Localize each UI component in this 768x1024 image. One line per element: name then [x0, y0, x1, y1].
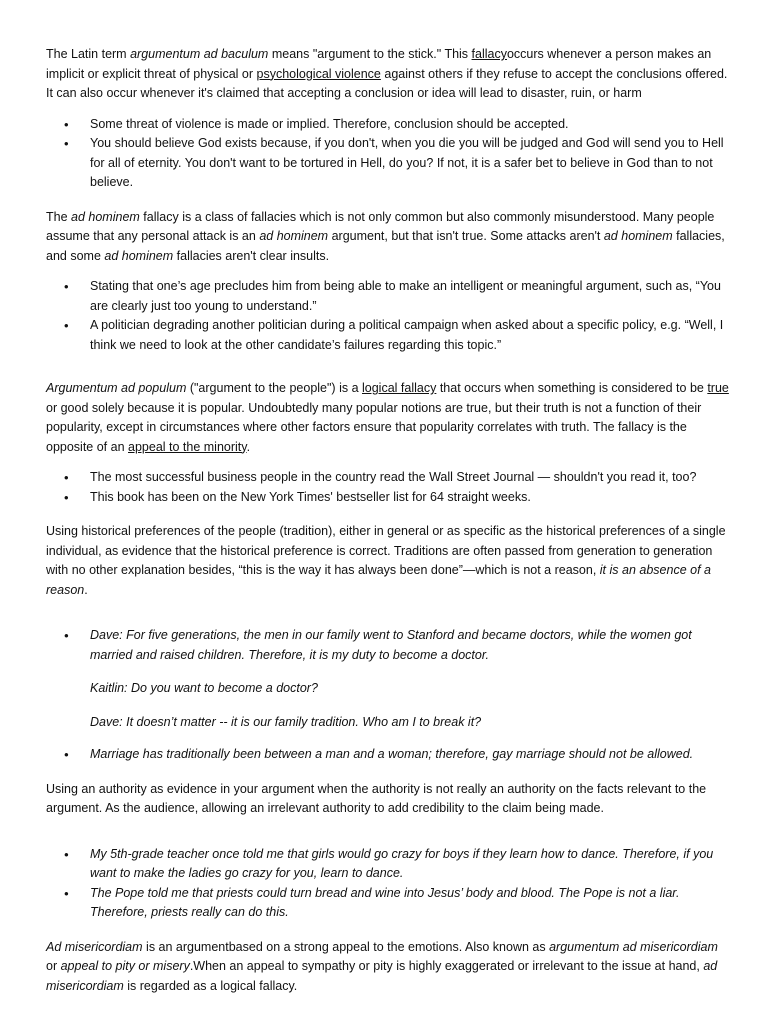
text-run: The — [46, 209, 72, 224]
text-run-italic: ad hominem — [71, 209, 140, 224]
list-item: • You should believe God exists because, if you don't, when you die you will be judged and God will send you to Hell for all of eternity. You don't want to be tortured in Hell, do you? If not, it is a safer bet to believe in God than to not believe. — [90, 134, 730, 193]
list-item: • Marriage has traditionally been between a man and a woman; therefore, gay marriage should not be allowed. — [90, 745, 730, 765]
text-run: fallacy is a class of fallacies which is not only common but also commonly misunderstood. Many people assume that any personal attack is an — [46, 209, 715, 243]
text-run: fallacies, and some — [46, 229, 725, 263]
text-run: that occurs when something is considered to be — [436, 381, 708, 395]
ad-populum-paragraph — [46, 379, 730, 457]
text-run-italic: Argumentum ad populum — [46, 381, 187, 395]
text-run: argument, but that isn't true. Some attacks aren't — [328, 229, 604, 243]
text-run-italic: argumentum ad baculum — [130, 47, 269, 61]
ad-hominem-paragraph — [46, 208, 730, 267]
text-run-italic: it is an absence of a reason — [46, 563, 711, 597]
ad-hominem-examples — [46, 277, 730, 355]
list-item: • The most successful business people in the country read the Wall Street Journal — shouldn't you read it, too? — [90, 468, 730, 488]
text-run-italic: argumentum ad misericordiam — [549, 939, 718, 954]
ad-misericordiam-paragraph — [46, 938, 730, 997]
appeal-to-minority-link[interactable]: appeal to the minority — [128, 439, 247, 454]
list-item: • A politician degrading another politician during a political campaign when asked about a specific policy, e.g. “Well, I think we need to look at the other candidate’s failures regarding this topic.” — [90, 316, 730, 355]
text-run: is an argumentbased on a strong appeal to the emotions. Also known as — [142, 939, 550, 954]
kaitlin-line: Kaitlin: Do you want to become a doctor? — [90, 681, 318, 695]
tradition-paragraph — [46, 522, 730, 600]
text-run: Using historical preferences of the people (tradition), either in general or as specific as the historical preferences of a single individual, as evidence that the historical preference is correct. Traditions are often passed from generation to generation with no other explanation besides, “this is the way it has always been done”—which is not a reason, — [46, 524, 726, 577]
ad-baculum-examples — [46, 115, 730, 193]
dave-line-2: Dave: It doesn’t matter -- it is our family tradition. Who am I to break it? — [90, 714, 482, 729]
ad-populum-examples — [46, 468, 730, 507]
list-item: • Some threat of violence is made or implied. Therefore, conclusion should be accepted. — [90, 115, 730, 135]
text-run: . — [84, 582, 88, 597]
tradition-examples — [46, 626, 730, 765]
list-item: • This book has been on the New York Times' bestseller list for 64 straight weeks. — [90, 488, 730, 508]
true-link[interactable]: true — [707, 381, 729, 395]
list-item — [90, 626, 730, 732]
ad-baculum-paragraph — [46, 45, 730, 104]
text-run-italic: ad hominem — [104, 248, 174, 263]
text-run: ("argument to the people") is a — [186, 381, 362, 395]
text-run: is regarded as a logical fallacy. — [123, 978, 298, 993]
text-run: or good solely because it is popular. Undoubtedly many popular notions are true, but their truth is not a function of their popularity, except in circumstances where other factors ensure that popularity correlates with truth. The fallacy is the opposite of an — [46, 400, 702, 454]
text-run-italic: Ad misericordiam — [46, 939, 143, 954]
list-item: • The Pope told me that priests could turn bread and wine into Jesus’ body and blood. The Pope is not a liar. Therefore, priests really can do this. — [90, 884, 730, 923]
dave-line-1: Dave: For five generations, the men in our family went to Stanford and became doctors, while the women got married and raised children. Therefore, it is my duty to become a doctor. — [90, 628, 692, 662]
text-run: .When an appeal to sympathy or pity is highly exaggerated or irrelevant to the issue at hand, — [189, 959, 704, 973]
logical-fallacy-link[interactable]: logical fallacy — [362, 381, 437, 395]
fallacy-link[interactable]: fallacy — [471, 47, 507, 61]
text-run-italic: ad hominem — [259, 229, 329, 243]
text-run: means "argument to the stick." This — [268, 47, 472, 61]
authority-examples — [46, 845, 730, 923]
psychological-violence-link[interactable]: psychological violence — [256, 66, 381, 81]
list-item: • My 5th-grade teacher once told me that girls would go crazy for boys if they learn how to dance. Therefore, if you want to make the ladies go crazy for you, learn to dance. — [90, 845, 730, 884]
authority-paragraph: Using an authority as evidence in your argument when the authority is not really an authority on the facts relevant to the argument. As the audience, allowing an irrelevant authority to add credibility to the claim being made. — [46, 781, 707, 815]
text-run: or — [46, 959, 61, 973]
text-run: fallacies aren't clear insults. — [173, 248, 330, 263]
list-item: • Stating that one’s age precludes him from being able to make an intelligent or meaningful argument, such as, “You are clearly just too young to understand.” — [90, 277, 730, 316]
text-run: . — [246, 439, 251, 454]
text-run-italic: appeal to pity or misery — [60, 959, 190, 973]
text-run: The Latin term — [46, 47, 131, 61]
text-run-italic: ad hominem — [603, 229, 673, 243]
text-run-italic: ad misericordiam — [46, 959, 718, 993]
text-run: against others if they refuse to accept the conclusions offered. It can also occur whenever it's claimed that accepting a conclusion or idea will lead to disaster, ruin, or harm — [46, 66, 728, 100]
text-run: occurs whenever a person makes an implicit or explicit threat of physical or — [46, 47, 712, 81]
